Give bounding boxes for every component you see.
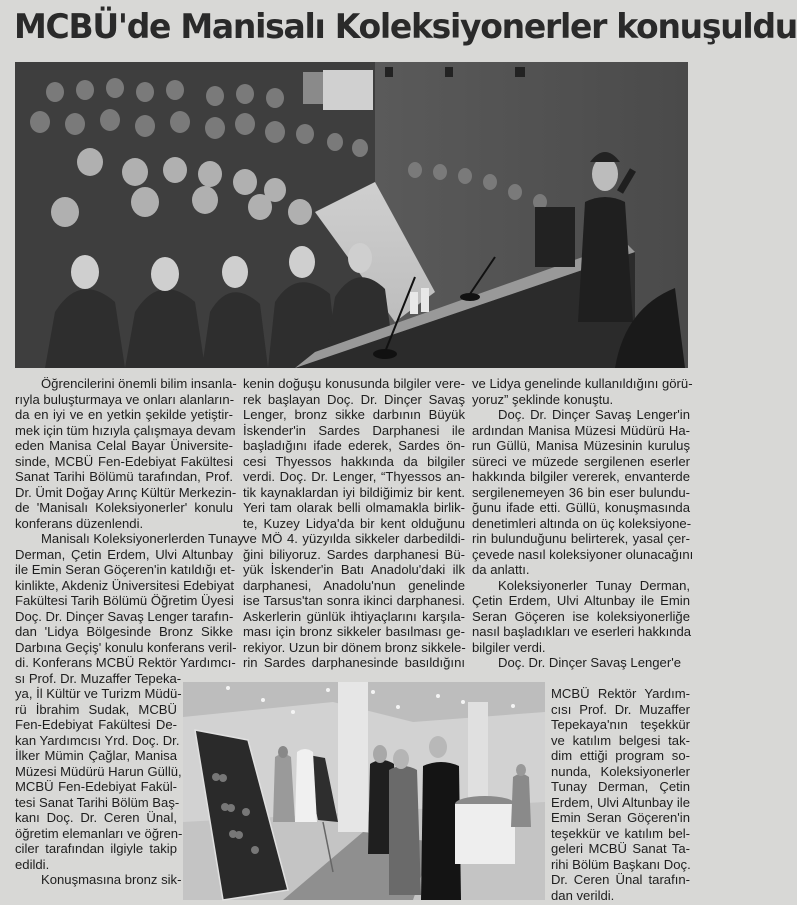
text-line: ması için bronz sikkeler basılması ge- [243,624,465,639]
exhibition-photo-illustration [183,682,545,900]
text-line: cısı Prof. Dr. Muzaffer [551,701,690,717]
text-line: rihi Bölüm Başkanı Doç. [551,856,691,872]
text-line: eden Manisa Celal Bayar Üniversite- [15,438,233,453]
text-line: rek başlayan Doç. Dr. Dinçer Savaş [243,391,465,407]
text-line: yük İskender'in Batı Anadolu'daki ilk [243,562,465,577]
text-line: Askerlerin günlük ihtiyaçlarını karşıla- [243,608,465,624]
conference-photo-illustration [15,62,688,368]
text-line: Müzesi Müdürü Harun Güllü, [15,763,182,779]
article-column-1 [15,376,245,686]
text-line: da en iyi ve en yetkin şekilde yetiştir- [15,407,233,422]
article-headline: MCBÜ'de Manisalı Koleksiyonerler konuşuldu [14,7,797,46]
text-line: Yeri tam olarak belli olmamakla birlik- [243,500,465,515]
text-line: ve Lidya genelinde kullanıldığını görü- [472,376,693,391]
text-line: çevede nasıl koleksiyoner olunacağını [472,546,694,562]
text-line: Derman, Çetin Erdem, Ulvi Altunbay [15,546,233,562]
text-line: Dr. Ceren Ünal tarafın- [551,872,690,887]
text-line: Tunay Derman, Çetin [551,779,690,794]
text-line: sinde, MCBÜ Fen-Edebiyat Fakültesi [15,453,233,469]
text-line: Seran Göçeren ise koleksiyonerliğe [472,608,690,624]
text-line: kan Yardımcısı Yrd. Doç. Dr. [15,732,180,748]
text-line: Doç. Dr. Dinçer Savaş Lenger'in [498,407,690,422]
text-line: tik kaynaklardan iyi bildiğimiz bir kent. [243,484,465,500]
article-column-1-continued [15,686,183,888]
text-line: Erdem, Ulvi Altunbay ile [551,794,690,810]
text-line: kinlikte, Akdeniz Üniversitesi Edebiyat [15,577,235,593]
text-line: kanı Doç. Dr. Ceren Ünal, [15,810,177,825]
article-column-2 [243,376,465,671]
text-line: ardından Manisa Müzesi Müdürü Ha- [472,422,690,438]
text-line: ise Tarsus'tan sonra ikinci darphanesi. [243,593,465,608]
text-line: dan 'Lidya Bölgesinde Bronz Sikke [15,624,233,639]
text-line: rekiyor. Uzun bir dönem bronz sikkele- [243,639,466,655]
text-line: da anlattı. [472,562,530,577]
text-line: run Güllü, Manisa Müzesinin kuruluş [472,438,690,453]
text-line: MCBÜ Fen-Edebiyat Fakül- [15,779,177,794]
text-line: Öğrencilerini önemli bilim insanla- [41,376,237,391]
text-line: nasıl başladıkları ve eserleri hakkında [472,624,692,639]
text-line: rin bulunduğunu belirterek, yasal çer- [472,531,690,546]
text-line: kenin doğuşu konusunda bilgiler vere- [243,376,465,391]
text-line: bilgiler verdi. [472,639,546,655]
text-line: ve MÖ 4. yüzyılda sikkeler darbedildi- [243,531,465,546]
text-line: denetimleri altında on üç koleksiyone- [472,515,692,531]
text-line: dan verildi. [551,887,615,903]
article-column-3-continued [551,686,690,903]
article-column-3 [472,376,694,671]
text-line: Sanat Tarihi Bölümü tarafından, Prof. [15,469,233,484]
text-line: yoruz” şeklinde konuştu. [472,391,614,407]
text-line: sergilenemeyen 36 bin eser bulundu- [472,484,690,500]
text-line: verdi. Doç. Dr. Lenger, “Thyessos an- [243,469,465,484]
text-line: öğretim elemanları ve öğren- [15,825,183,841]
text-line: ğini biliyoruz. Sardes darphanesi Bü- [243,546,465,562]
text-line: Doç. Dr. Dinçer Savaş Lenger'e [498,655,681,670]
text-line: rin Sardes darphanesinde basıldığını [243,655,465,670]
text-line: Tepekaya'nın teşekkür [551,717,690,732]
text-line: İskender'in Sardes Darphanesi ile [243,422,465,438]
text-line: Dr. Ümit Doğay Arınç Kültür Merkezin- [15,484,237,500]
text-line: ğunu ifade etti. Güllü, konuşmasında [472,500,690,515]
text-line: edildi. [15,856,50,872]
text-line: ve katılım belgesi tak- [551,732,690,748]
text-line: di. Konferans MCBÜ Rektör Yardımcı- [15,655,236,670]
text-line: süreci ve müzede sergilenen eserler [472,453,690,469]
text-line: Fakültesi Tarih Bölümü Öğretim Üyesi [15,593,234,608]
text-line: Manisalı Koleksiyonerlerden Tunay [41,531,245,546]
text-line: te, Kuzey Lidya'da bir kent olduğunu [243,515,465,531]
text-line: ciler tarafından ilgiyle takip [15,841,177,856]
text-line: Emin Seran Göçeren'in [551,810,690,825]
text-line: sı Prof. Dr. Muzaffer Tepeka- [15,670,182,686]
text-line: de 'Manisalı Koleksiyonerler' konulu [15,500,233,515]
text-line: mek için tüm hızıyla çalışmaya devam [15,422,236,438]
text-line: dim ettiği program so- [551,748,690,763]
text-line: başladığını ifade ederek, Sardes ön- [243,438,465,453]
text-line: nunda, Koleksiyonerler [551,763,690,779]
text-line: konferans düzenlendi. [15,515,144,531]
text-line: darphanesi, Anadolu'nun genelinde [243,577,465,593]
text-line: Lenger, bronz sikke darbının Büyük [243,407,465,422]
text-line: hakkında bilgiler vererek, envanterde [472,469,690,484]
text-line: geleri MCBÜ Sanat Ta- [551,841,690,856]
text-line: İlker Mümin Çağlar, Manisa [15,748,177,763]
text-line: ile Emin Seran Göçeren'in katıldığı et- [15,562,236,577]
text-line: MCBÜ Rektör Yardım- [551,686,690,701]
text-line: tesi Sanat Tarihi Bölüm Baş- [15,794,180,810]
text-line: Fen-Edebiyat Fakültesi De- [15,717,177,732]
text-line: Çetin Erdem, Ulvi Altunbay ile Emin [472,593,690,608]
text-line: ya, İl Kültür ve Turizm Müdü- [15,686,182,701]
text-line: Doç. Dr. Dinçer Savaş Lenger tarafın- [15,608,234,624]
text-line: rıyla buluşturmaya ve onları alanların- [15,391,235,407]
text-line: cesi Thyessos hakkında da bilgiler [243,453,465,469]
conference-audience-photo [15,62,688,368]
text-line: Darbına Geçiş' konulu konferans veril- [15,639,237,655]
exhibition-photo [183,682,545,900]
text-line: rü İbrahim Sudak, MCBÜ [15,701,177,717]
text-line: teşekkür ve katılım bel- [551,825,690,841]
text-line: Koleksiyonerler Tunay Derman, [498,577,690,593]
text-line: Konuşmasına bronz sik- [41,872,182,887]
